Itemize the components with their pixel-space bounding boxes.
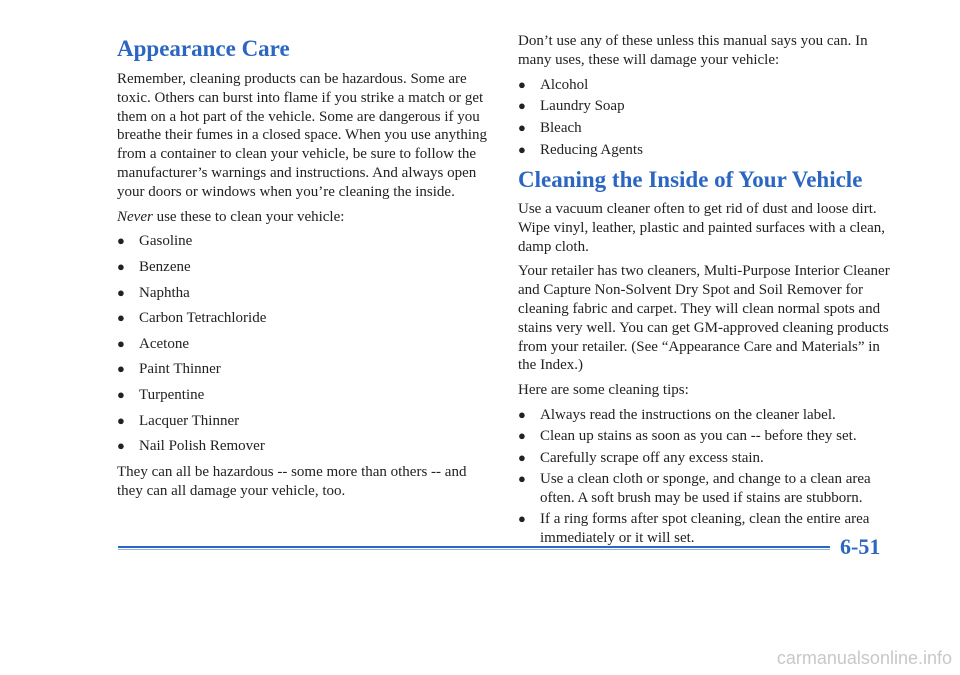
hazardous-product-item [117, 309, 489, 327]
footer-rule-thin [118, 549, 830, 550]
hazardous-product-item-text: Carbon Tetrachloride [139, 310, 267, 327]
tips-intro-paragraph: Here are some cleaning tips: [518, 382, 689, 399]
bullet-icon: ● [117, 386, 125, 402]
bullet-icon: ● [518, 511, 526, 527]
cleaning-tip-item-text: Clean up stains as soon as you can -- before they set. [540, 428, 857, 445]
retailer-cleaners-paragraph: Your retailer has two cleaners, Multi-Purpose Interior Cleaner and Capture Non-Solvent Dry Spot and Soil Remover for cleaning fabric and carpet. They will clean normal spots and stains very well. You can get GM-approved cleaning products from your retailer. (See “Appearance Care and Materials” in the Index.) [518, 263, 890, 374]
damaging-product-item [518, 76, 893, 94]
never-emphasis: Never [117, 208, 153, 225]
damaging-product-item-text: Reducing Agents [540, 141, 643, 158]
cleaning-inside-heading: Cleaning the Inside of Your Vehicle [518, 166, 863, 192]
damaging-product-item [518, 97, 893, 115]
bullet-icon: ● [117, 284, 125, 300]
bullet-icon: ● [518, 406, 526, 422]
hazardous-product-item-text: Paint Thinner [139, 361, 221, 378]
bullet-icon: ● [117, 335, 125, 351]
hazardous-product-item [117, 258, 489, 276]
bullet-icon: ● [518, 76, 526, 92]
bullet-icon: ● [518, 120, 526, 136]
bullet-icon: ● [117, 233, 125, 249]
page-number: 6-51 [840, 534, 881, 559]
bullet-icon: ● [117, 412, 125, 428]
damaging-product-item [518, 119, 893, 137]
never-use-paragraph [117, 208, 489, 227]
cleaning-tip-item-text: Carefully scrape off any excess stain. [540, 449, 764, 466]
hazardous-product-item [117, 284, 489, 302]
cleaning-tip-item [518, 470, 893, 507]
bullet-icon: ● [518, 141, 526, 157]
hazardous-product-item-text: Gasoline [139, 233, 193, 250]
hazardous-product-item [117, 232, 489, 250]
cleaning-tips-list [518, 406, 893, 548]
damaging-product-item-text: Laundry Soap [540, 98, 625, 115]
cleaning-tip-item [518, 427, 893, 446]
cleaning-tip-item-text: Always read the instructions on the cleaner label. [540, 406, 836, 423]
damaging-product-item-text: Bleach [540, 120, 582, 137]
never-use-text: use these to clean your vehicle: [152, 208, 345, 225]
hazardous-product-item [117, 360, 489, 378]
bullet-icon: ● [117, 361, 125, 377]
hazardous-product-item-text: Benzene [139, 258, 191, 275]
bullet-icon: ● [117, 258, 125, 274]
damaging-product-item [518, 141, 893, 159]
damaging-products-list [518, 76, 893, 159]
bullet-icon: ● [518, 471, 526, 487]
hazardous-product-item [117, 386, 489, 404]
cleaning-tip-item-text: Use a clean cloth or sponge, and change to a clean area often. A soft brush may be used if stains are stubborn. [540, 471, 871, 506]
right-column [518, 32, 893, 550]
hazardous-product-item [117, 437, 489, 455]
hazardous-product-item-text: Turpentine [139, 386, 205, 403]
bullet-icon: ● [117, 310, 125, 326]
hazardous-product-item [117, 412, 489, 430]
watermark-text: carmanualsonline.info [776, 648, 952, 668]
bullet-icon: ● [518, 428, 526, 444]
hazard-intro-paragraph: Remember, cleaning products can be hazardous. Some are toxic. Others can burst into flame if you strike a match or get them on a hot part of the vehicle. Some are dangerous if you breathe their fumes in a closed space. When you use anything from a container to clean your vehicle, be sure to follow the manufacturer’s warnings and instructions. And always open your doors or windows when you’re cleaning the inside. [117, 71, 488, 200]
damaging-product-item-text: Alcohol [540, 76, 589, 93]
dont-use-paragraph: Don’t use any of these unless this manual says you can. In many uses, these will damage your vehicle: [518, 33, 868, 68]
hazardous-product-item [117, 335, 489, 353]
hazardous-product-item-text: Lacquer Thinner [139, 412, 240, 429]
appearance-care-heading: Appearance Care [117, 36, 290, 61]
bullet-icon: ● [518, 449, 526, 465]
cleaning-tip-item [518, 510, 893, 547]
cleaning-tip-item [518, 406, 893, 425]
left-column [117, 32, 489, 506]
footer-rule [118, 546, 830, 548]
hazardous-product-item-text: Acetone [139, 335, 189, 352]
cleaning-tip-item-text: If a ring forms after spot cleaning, clean the entire area immediately or it will set. [540, 511, 870, 546]
hazardous-product-item-text: Nail Polish Remover [139, 438, 265, 455]
hazardous-products-list [117, 232, 489, 455]
cleaning-tip-item [518, 449, 893, 468]
bullet-icon: ● [518, 98, 526, 114]
vacuum-paragraph: Use a vacuum cleaner often to get rid of dust and loose dirt. Wipe vinyl, leather, plastic and painted surfaces with a clean, damp cloth. [518, 200, 885, 255]
hazardous-product-item-text: Naphtha [139, 284, 190, 301]
bullet-icon: ● [117, 438, 125, 454]
hazard-outro-paragraph: They can all be hazardous -- some more than others -- and they can all damage your vehicle, too. [117, 463, 467, 499]
